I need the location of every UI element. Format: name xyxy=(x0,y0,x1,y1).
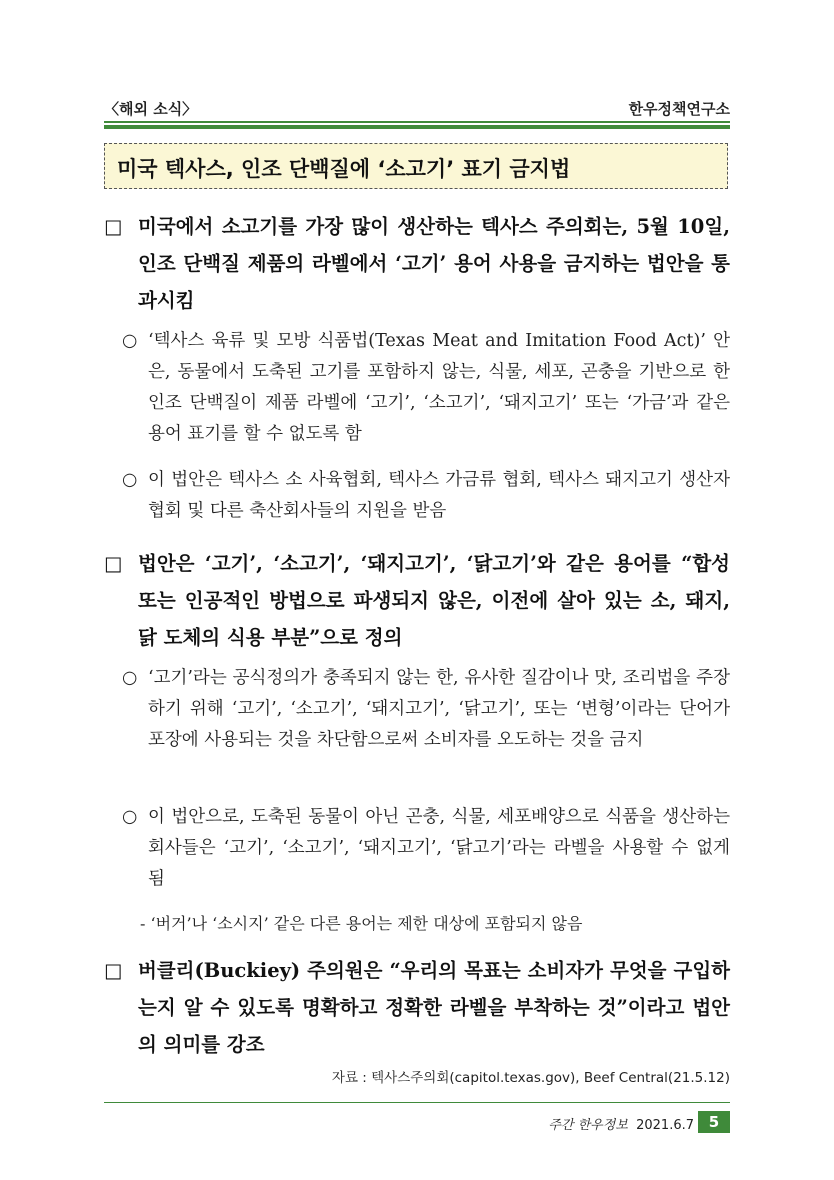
publication-date: 2021.6.7 xyxy=(636,1118,694,1133)
page-title: 미국 텍사스, 인조 단백질에 ‘소고기’ 표기 금지법 xyxy=(117,157,571,181)
source-citation: 자료 : 텍사스주의회(capitol.texas.gov), Beef Central(21.5.12) xyxy=(331,1070,730,1086)
header-rule-thin xyxy=(104,121,730,123)
section-1-bullet-1 xyxy=(122,326,730,450)
section-2-text: 법안은 ‘고기’, ‘소고기’, ‘돼지고기’, ‘닭고기’와 같은 용어를 “합성 또는 인공적인 방법으로 파생되지 않은, 이전에 살아 있는 소, 돼지, 닭 도체의 식용 부분”으로 정의 xyxy=(138,552,730,649)
page-number: 5 xyxy=(698,1111,730,1133)
footer-rule xyxy=(104,1102,730,1103)
section-2 xyxy=(104,545,730,656)
bullet-text: ‘고기’라는 공식정의가 충족되지 않는 한, 유사한 질감이나 맛, 조리법을 주장하기 위해 ‘고기’, ‘소고기’, ‘돼지고기’, ‘닭고기’, 또는 ‘변형’이라는 단어가 포장에 사용되는 것을 차단함으로써 소비자를 오도하는 것을 금지 xyxy=(148,668,730,750)
section-2-bullet-2 xyxy=(122,802,730,895)
bullet-text: 이 법안은 텍사스 소 사육협회, 텍사스 가금류 협회, 텍사스 돼지고기 생산자 협회 및 다른 축산회사들의 지원을 받음 xyxy=(148,470,730,521)
organization-name: 한우정책연구소 xyxy=(628,100,730,118)
section-3 xyxy=(104,952,730,1063)
section-label: 〈해외 소식〉 xyxy=(104,100,198,118)
square-bullet-icon: □ xyxy=(104,215,123,238)
square-bullet-icon: □ xyxy=(104,552,123,575)
header-rule-thick xyxy=(104,125,730,129)
section-3-text: 버클리(Buckiey) 주의원은 “우리의 목표는 소비자가 무엇을 구입하는지 알 수 있도록 명확하고 정확한 라벨을 부착하는 것”이라고 법안의 의미를 강조 xyxy=(138,959,730,1056)
section-1-bullet-2 xyxy=(122,465,730,527)
circle-bullet-icon: ○ xyxy=(122,331,138,351)
circle-bullet-icon: ○ xyxy=(122,807,138,827)
section-2-bullet-1 xyxy=(122,663,730,756)
bullet-text: ‘텍사스 육류 및 모방 식품법(Texas Meat and Imitation Food Act)’ 안은, 동물에서 도축된 고기를 포함하지 않는, 식물, 세포, 곤충을 기반으로 한 인조 단백질이 제품 라벨에 ‘고기’, ‘소고기’, ‘돼지고기’ 또는 ‘가금’과 같은 용어 표기를 할 수 없도록 함 xyxy=(148,331,730,444)
section-1-text: 미국에서 소고기를 가장 많이 생산하는 텍사스 주의회는, 5월 10일, 인조 단백질 제품의 라벨에서 ‘고기’ 용어 사용을 금지하는 법안을 통과시킴 xyxy=(138,215,730,312)
title-box xyxy=(104,143,728,189)
circle-bullet-icon: ○ xyxy=(122,470,138,490)
bullet-text: 이 법안으로, 도축된 동물이 아닌 곤충, 식물, 세포배양으로 식품을 생산하는 회사들은 ‘고기’, ‘소고기’, ‘돼지고기’, ‘닭고기’라는 라벨을 사용할 수 없게 됨 xyxy=(148,807,730,889)
publication-name: 주간 한우정보 xyxy=(548,1118,628,1133)
circle-bullet-icon: ○ xyxy=(122,668,138,688)
footer-info xyxy=(548,1114,694,1133)
section-2-note: - ‘버거’나 ‘소시지’ 같은 다른 용어는 제한 대상에 포함되지 않음 xyxy=(140,914,583,933)
square-bullet-icon: □ xyxy=(104,959,123,982)
section-1 xyxy=(104,208,730,319)
